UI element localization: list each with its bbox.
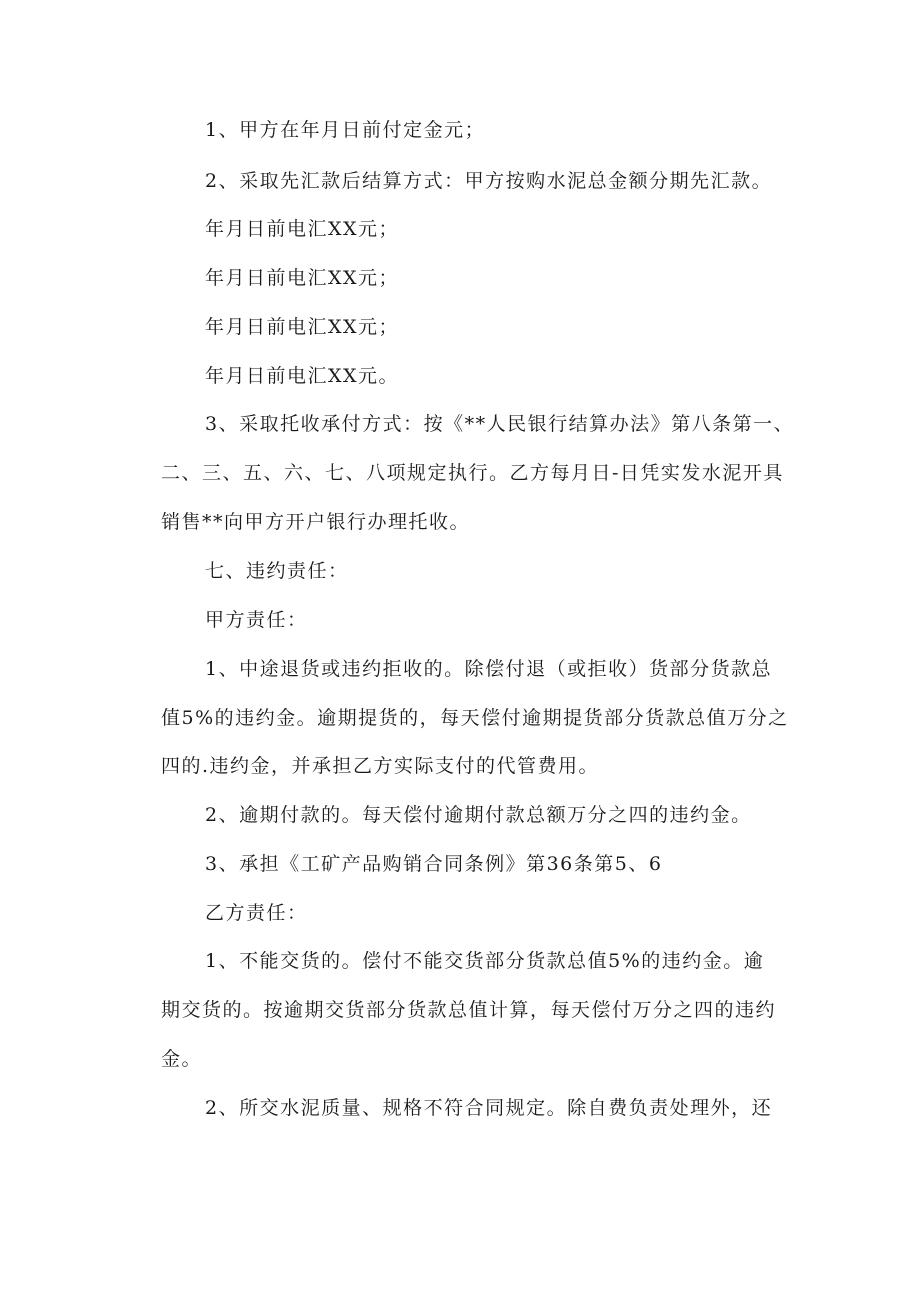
clause-2-remittance: 2、采取先汇款后结算方式：甲方按购水泥总金额分期先汇款。 <box>205 170 773 192</box>
remittance-line-3: 年月日前电汇XX元； <box>205 316 400 338</box>
remittance-line-1: 年月日前电汇XX元； <box>205 218 400 240</box>
party-b-liability-heading: 乙方责任： <box>205 902 308 924</box>
clause-1-deposit: 1、甲方在年月日前付定金元； <box>205 119 486 141</box>
party-b-clause-1-cont-1: 期交货的。按逾期交货部分货款总值计算，每天偿付万分之四的违约 <box>161 999 777 1021</box>
party-a-clause-2: 2、逾期付款的。每天偿付逾期付款总额万分之四的违约金。 <box>205 804 752 826</box>
party-b-clause-2: 2、所交水泥质量、规格不符合同规定。除自费负责处理外，还 <box>205 1097 773 1119</box>
party-a-clause-3: 3、承担《工矿产品购销合同条例》第36条第5、6 <box>205 853 663 875</box>
clause-3-collection-cont-1: 二、三、五、六、七、八项规定执行。乙方每月日-日凭实发水泥开具 <box>161 462 784 484</box>
party-b-clause-1: 1、不能交货的。偿付不能交货部分货款总值5%的违约金。逾 <box>205 950 765 972</box>
remittance-line-2: 年月日前电汇XX元； <box>205 267 400 289</box>
party-a-clause-1: 1、中途退货或违约拒收的。除偿付退（或拒收）货部分货款总 <box>205 658 773 680</box>
party-b-clause-1-cont-2: 金。 <box>161 1048 203 1070</box>
party-a-clause-1-cont-1: 值5%的违约金。逾期提货的，每天偿付逾期提货部分货款总值万分之 <box>161 707 789 729</box>
section-breach-liability: 七、违约责任： <box>205 560 349 582</box>
clause-3-collection-cont-2: 销售**向甲方开户银行办理托收。 <box>161 511 471 533</box>
party-a-clause-1-cont-2: 四的.违约金，并承担乙方实际支付的代管费用。 <box>161 755 600 777</box>
party-a-liability-heading: 甲方责任： <box>205 609 308 631</box>
clause-3-collection: 3、采取托收承付方式：按《**人民银行结算办法》第八条第一、 <box>205 413 795 435</box>
remittance-line-4: 年月日前电汇XX元。 <box>205 365 400 387</box>
